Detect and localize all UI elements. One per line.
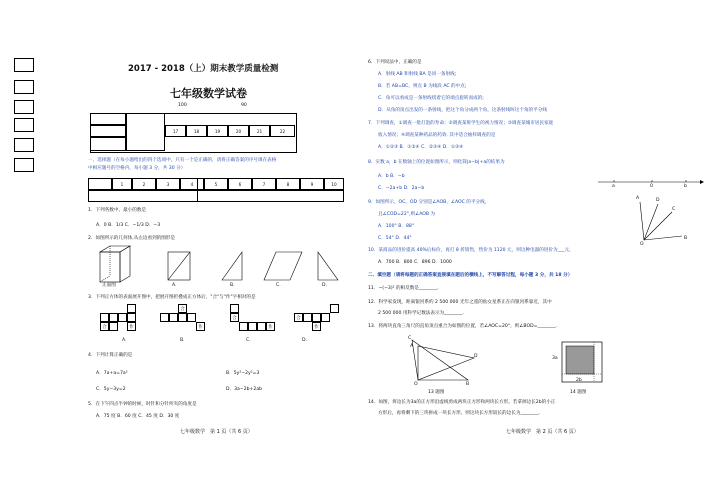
q7-options: A．①②③ B．①②④ C．②③④ D．①③④	[378, 145, 464, 150]
binding-box	[14, 138, 34, 152]
q8-stem: 8．实数 a，b 在数轴上的位置如图所示，则化简|a−b|+a的结果为	[368, 160, 505, 165]
binding-box	[14, 58, 34, 72]
answer-col: 6	[228, 178, 252, 190]
score-col: 22	[270, 125, 295, 137]
axis-label-a: a	[612, 184, 615, 189]
binding-box	[14, 118, 34, 132]
q6-c: C．角可以看成是一条射线绕着它的端点旋转而成的;	[378, 96, 484, 101]
q6-stem: 6．下列说法中，正确的是	[368, 60, 422, 65]
q4-stem: 4．下列计算正确的是	[88, 353, 133, 358]
q3-opt-c: C.	[246, 338, 251, 343]
binding-box	[14, 158, 34, 172]
q14-stem: 14．如图，将边长为3a的正方形沿虚线剪成两块正方形和两块长方形。若拿掉边长2b的小正	[368, 400, 556, 405]
q4-opt-b: B．5y²−2y²=3	[226, 371, 260, 376]
q8-options-2: C．−2a+b D．2a−b	[378, 186, 425, 191]
q1-stem: 1．下列各数中，最小的数是	[88, 208, 147, 213]
q8-options-1: A．b B．−b	[378, 174, 405, 179]
q9-stem-2: 且∠COD=22°,则∠AOB 为	[378, 212, 436, 217]
fig14-side-3a: 3a	[552, 356, 558, 361]
q4-opt-d: D．3a−2b+2ab	[226, 387, 263, 392]
q2-figures	[90, 244, 350, 294]
answer-col: 1	[112, 178, 132, 190]
exam-subtitle: 七年级数学试卷	[170, 87, 247, 100]
fig13-label-c: C	[408, 336, 412, 341]
score-col: 21	[249, 125, 270, 137]
fig14-side-2b: 2b	[576, 378, 582, 383]
section1-heading: 一、选择题（在每小题给出的四个选项中，只有一个是正确的，请将正确答案的序号填在表格	[88, 158, 277, 163]
q9-label-c: C	[672, 207, 676, 212]
fig13-label-d: D	[474, 354, 478, 359]
q4-opt-c: C．5y−3y=2	[96, 387, 126, 392]
score-label-90: 90	[241, 103, 247, 108]
binding-box	[14, 100, 34, 114]
q9-label-b: B	[684, 236, 688, 241]
q11-stem: 11．−(−3)² 的相反数是________.	[368, 286, 439, 291]
axis-label-b: b	[684, 184, 687, 189]
fig13-caption: 13 题图	[428, 390, 445, 395]
q7-stem: 7．下列调查，①调查一批灯泡的寿命；②调查某班学生的视力情况；③调查某城市居民家庭	[368, 121, 554, 126]
option-d-figure	[318, 252, 338, 280]
solid-figure	[100, 246, 130, 282]
q3-opt-d: D.	[302, 338, 307, 343]
answer-col: 9	[300, 178, 324, 190]
answer-col: 2	[132, 178, 156, 190]
q3-opt-a: A.	[122, 338, 127, 343]
q12-stem-2: 2 500 000 用科学记数法表示为________.	[378, 311, 465, 316]
answer-col: 8	[276, 178, 300, 190]
score-label-100: 100	[178, 103, 187, 108]
answer-col: 5	[204, 178, 228, 190]
fig14-caption: 14 题图	[570, 390, 587, 395]
char-zuo: 作	[127, 322, 136, 331]
q6-b: B．若 AB=BC，则点 B 为线段 AC 的中点;	[378, 84, 467, 89]
q3-opt-b: B.	[180, 338, 185, 343]
option-a-figure	[168, 252, 190, 280]
q3-stem: 3．下列正方体的表面展开图中，把展开图折叠成正方体后，"合"与"作"字相对的是	[88, 295, 256, 300]
q2-opt-b: B.	[230, 283, 235, 288]
section2-heading: 二、填空题（请将每题的正确答案直接填在题后的横线上，不写解答过程，每小题 3 分，共 18 分）	[368, 273, 573, 278]
char-he: 合	[178, 304, 187, 313]
q9-angle-figure	[636, 198, 686, 244]
q5-stem: 5．在下午四点半钟的时候，时针和分针所夹的角度是	[88, 402, 197, 407]
q10-options: A．700 B．800 C．896 D．1000	[378, 260, 452, 265]
q2-opt-c: C.	[276, 283, 281, 288]
q9-options-2: C．54° D．44°	[378, 236, 412, 241]
q12-stem: 12．科学家发现，距离银河系约 2 500 000 光年之遥的仙女星系正在向银河系靠近，其中	[368, 300, 552, 305]
answer-col: 7	[252, 178, 276, 190]
q4-opt-a: A．7a+a=7a²	[96, 371, 128, 376]
score-col: 17	[165, 125, 186, 137]
q9-label-d: D	[656, 198, 660, 203]
q2-opt-d: D.	[322, 283, 327, 288]
q2-opt-a: A.	[172, 283, 177, 288]
q2-front-label: 正面图	[102, 283, 116, 288]
q7-stem-2: 收入情况；④调查某种药品的药效. 其中适合抽样调查的是	[378, 133, 496, 138]
q14-stem-2: 方形后，再将剩下的三块拼成一块长方形，则这块长方形较长的边长为________.	[378, 411, 541, 416]
q2-stem: 2．如图所示的几何体,从左边看到的图形是	[88, 236, 176, 241]
q9-options-1: A．100° B．88°	[378, 224, 415, 229]
char-zuo: 作	[312, 322, 321, 331]
char-zuo: 作	[266, 322, 275, 331]
binding-box	[14, 80, 34, 94]
section1-heading-2: 中相应题号的空格内，每小题 3 分，共 30 分）	[88, 166, 186, 171]
q13-triangles-figure	[408, 336, 478, 386]
footer-right: 七年级数学 第 2 页（共 6 页）	[506, 429, 579, 435]
q1-options: A．0 B．1/3 C．−1/3 D．−3	[96, 223, 161, 228]
score-col: 19	[207, 125, 228, 137]
answer-col: 4	[180, 178, 204, 190]
q6-a: A．射线 AB 和射线 BA 是同一条射线;	[378, 72, 457, 77]
q9-label-a: A	[636, 196, 640, 201]
char-he: 合	[100, 322, 109, 331]
q9-label-o: O	[640, 242, 644, 247]
option-c-figure	[264, 252, 302, 280]
option-b-figure	[222, 252, 242, 280]
q9-stem: 9．如图所示，OC、OD 分别是∠AOB、∠AOC 的平分线，	[368, 200, 490, 205]
exam-title: 2017 - 2018（上）期末教学质量检测	[128, 64, 279, 74]
fig13-label-o: O	[414, 382, 418, 387]
char-he: 合	[294, 313, 303, 322]
answer-col: 10	[324, 178, 344, 190]
footer-left: 七年级数学 第 1 页（共 6 页）	[180, 429, 253, 435]
q10-stem: 10．某商品的进价提高 40%后标价，再打 8 折销售，售价为 1120 元，则这种电器的进价为___元。	[368, 248, 574, 253]
fig13-label-b: B	[466, 382, 470, 387]
char-he: 合	[230, 313, 239, 322]
score-col: 20	[228, 125, 249, 137]
fig13-label-a: A	[410, 344, 414, 349]
axis-label-0: 0	[650, 184, 653, 189]
char-zuo: 作	[196, 322, 205, 331]
q6-d: D．从角的顶点出发的一条射线，把这个角分成两个角，这条射线叫这个角的平分线	[378, 108, 547, 113]
q13-stem: 13．将两块直角三角尺的直角顶点重合为如图的位置，若∠AOC=20°，则∠BOD=________.	[368, 324, 558, 329]
score-col: 18	[186, 125, 207, 137]
answer-col: 3	[156, 178, 180, 190]
q5-options: A．75 度 B．60 度 C．45 度 D．30 度	[96, 414, 180, 419]
